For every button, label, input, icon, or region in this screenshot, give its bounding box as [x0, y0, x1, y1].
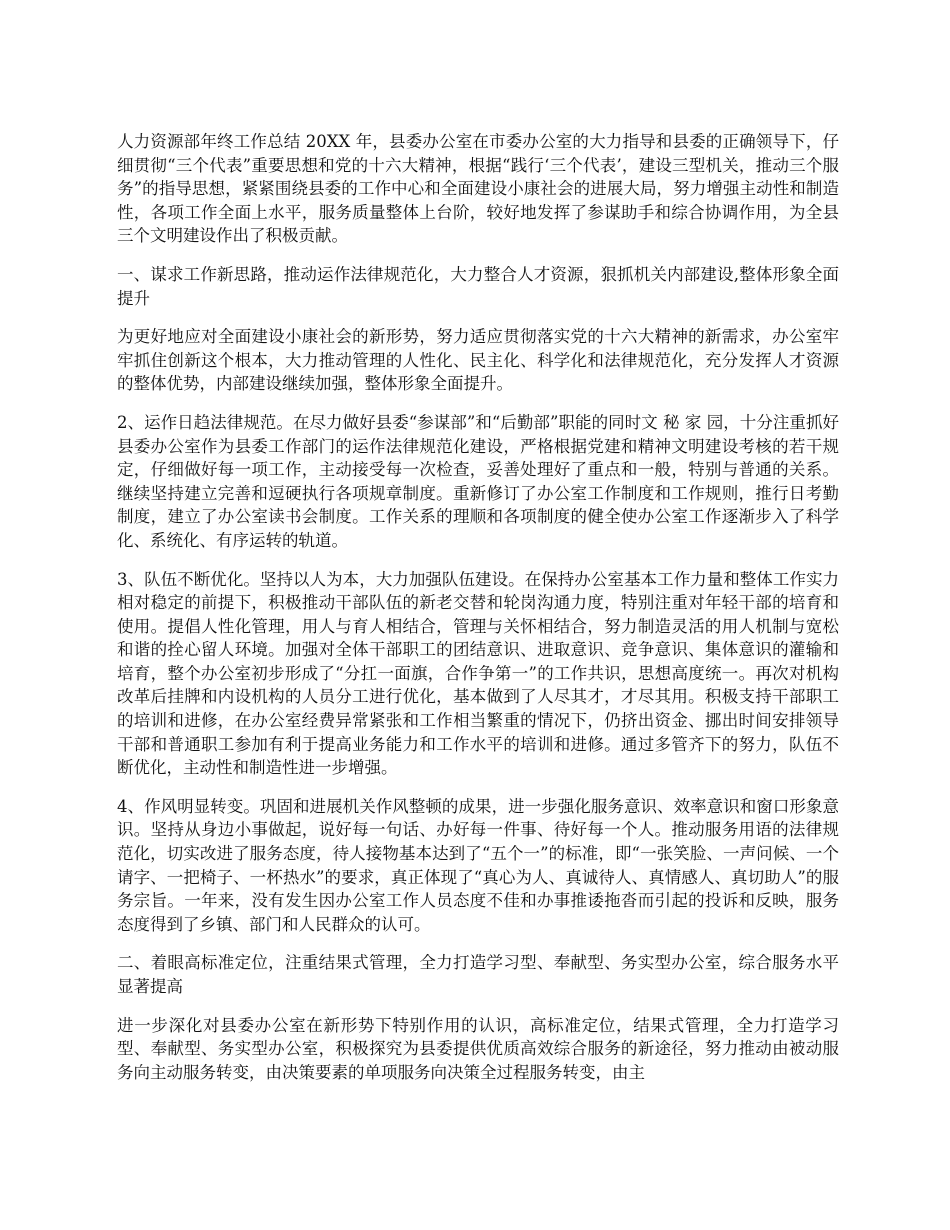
item-4-paragraph: 4、作风明显转变。巩固和进展机关作风整顿的成果，进一步强化服务意识、效率意识和窗口形象意识。坚持从身边小事做起，说好每一句话、办好每一件事、待好每一个人。推动服务用语的法律规范化，切实改进了服务态度，待人接物基本达到了“五个一”的标准，即“一张笑脸、一声问候、一个请字、一把椅子、一杯热水”的要求，真正体现了“真心为人、真诚待人、真情感人、真切助人”的服务宗旨。一年来，没有发生因办公室工作人员态度不佳和办事推诿拖沓而引起的投诉和反映，服务态度得到了乡镇、部门和人民群众的认可。 [117, 796, 839, 934]
item-2-paragraph: 2、运作日趋法律规范。在尽力做好县委“参谋部”和“后勤部”职能的同时文 秘 家 园，十分注重抓好县委办公室作为县委工作部门的运作法律规范化建设，严格根据党建和精神文明建设考核的若干规定，仔细做好每一项工作，主动接受每一次检查，妥善处理好了重点和一般，特别与普通的关系。继续坚持建立完善和逗硬执行各项规章制度。重新修订了办公室工作制度和工作规则，推行日考勤制度，建立了办公室读书会制度。工作关系的理顺和各项制度的健全使办公室工作逐渐步入了科学化、系统化、有序运转的轨道。 [117, 412, 839, 550]
section-1-paragraph: 为更好地应对全面建设小康社会的新形势，努力适应贯彻落实党的十六大精神的新需求，办公室牢牢抓住创新这个根本，大力推动管理的人性化、民主化、科学化和法律规范化，充分发挥人才资源的整体优势，内部建设继续加强，整体形象全面提升。 [117, 327, 839, 394]
section-2-paragraph: 进一步深化对县委办公室在新形势下特别作用的认识，高标准定位，结果式管理，全力打造学习型、奉献型、务实型办公室，积极探究为县委提供优质高效综合服务的新途径，努力推动由被动服务向主动服务转变，由决策要素的单项服务向决策全过程服务转变，由主 [117, 1015, 839, 1082]
section-heading-1: 一、谋求工作新思路，推动运作法律规范化，大力整合人才资源，狠抓机关内部建设,整体形象全面提升 [117, 264, 839, 308]
intro-paragraph: 人力资源部年终工作总结 20XX 年，县委办公室在市委办公室的大力指导和县委的正确领导下，仔细贯彻“三个代表”重要思想和党的十六大精神，根据“践行‘三个代表’，建设三型机关，推动三个服务”的指导思想，紧紧围绕县委的工作中心和全面建设小康社会的进展大局，努力增强主动性和制造性，各项工作全面上水平，服务质量整体上台阶，较好地发挥了参谋助手和综合协调作用，为全县三个文明建设作出了积极贡献。 [117, 132, 839, 246]
document-body [117, 130, 839, 1099]
item-3-paragraph: 3、队伍不断优化。坚持以人为本，大力加强队伍建设。在保持办公室基本工作力量和整体工作实力相对稳定的前提下，积极推动干部队伍的新老交替和轮岗沟通力度，特别注重对年轻干部的培育和使用。提倡人性化管理，用人与育人相结合，管理与关怀相结合，努力制造灵活的用人机制与宽松和谐的拴心留人环境。加强对全体干部职工的团结意识、进取意识、竞争意识、集体意识的灌输和培育，整个办公室初步形成了“分扛一面旗，合作争第一”的工作共识，思想高度统一。再次对机构改革后挂牌和内设机构的人员分工进行优化，基本做到了人尽其才，才尽其用。积极支持干部职工的培训和进修，在办公室经费异常紧张和工作相当繁重的情况下，仍挤出资金、挪出时间安排领导干部和普通职工参加有利于提高业务能力和工作水平的培训和进修。通过多管齐下的努力，队伍不断优化，主动性和制造性进一步增强。 [117, 569, 839, 778]
section-heading-2: 二、着眼高标准定位，注重结果式管理，全力打造学习型、奉献型、务实型办公室，综合服务水平显著提高 [117, 953, 839, 996]
